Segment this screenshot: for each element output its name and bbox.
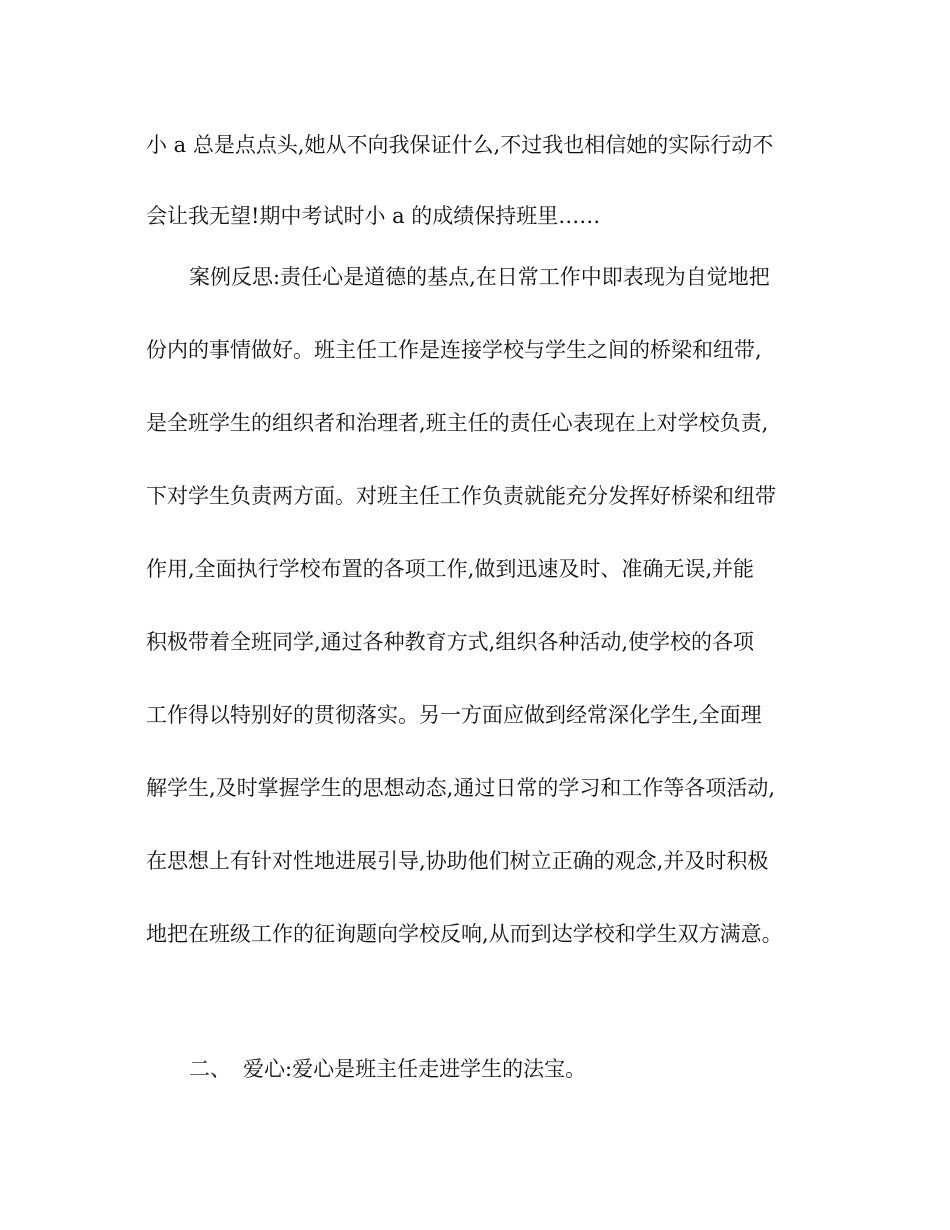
reflection-line-2: 份内的事情做好。班主任工作是连接学校与学生之间的桥梁和纽带, xyxy=(146,338,762,362)
reflection-line-1: 案例反思:责任心是道德的基点,在日常工作中即表现为自觉地把 xyxy=(189,265,770,289)
reflection-line-5: 作用,全面执行学校布置的各项工作,做到迅速及时、准确无误,并能 xyxy=(146,557,755,581)
reflection-line-8: 解学生,及时掌握学生的思想动态,通过日常的学习和工作等各项活动, xyxy=(146,776,776,800)
section-title: 爱心:爱心是班主任走进学生的法宝。 xyxy=(243,1057,587,1081)
reflection-line-4: 下对学生负责两方面。对班主任工作负责就能充分发挥好桥梁和纽带 xyxy=(146,484,776,508)
reflection-line-10: 地把在班级工作的征询题向学校反响,从而到达学校和学生双方满意。 xyxy=(146,922,783,946)
section-number: 二、 xyxy=(189,1057,231,1081)
reflection-line-7: 工作得以特别好的贯彻落实。另一方面应做到经常深化学生,全面理 xyxy=(146,703,762,727)
reflection-line-9: 在思想上有针对性地进展引导,协助他们树立正确的观念,并及时积极 xyxy=(146,849,769,873)
paragraph-line-2: 会让我无望!期中考试时小 a 的成绩保持班里…… xyxy=(146,204,601,228)
reflection-line-6: 积极带着全班同学,通过各种教育方式,组织各种活动,使学校的各项 xyxy=(146,630,755,654)
section-heading xyxy=(189,1055,859,1083)
paragraph-line-1: 小 a 总是点点头,她从不向我保证什么,不过我也相信她的实际行动不 xyxy=(146,133,774,157)
reflection-line-3: 是全班学生的组织者和治理者,班主任的责任心表现在上对学校负责, xyxy=(146,411,769,435)
